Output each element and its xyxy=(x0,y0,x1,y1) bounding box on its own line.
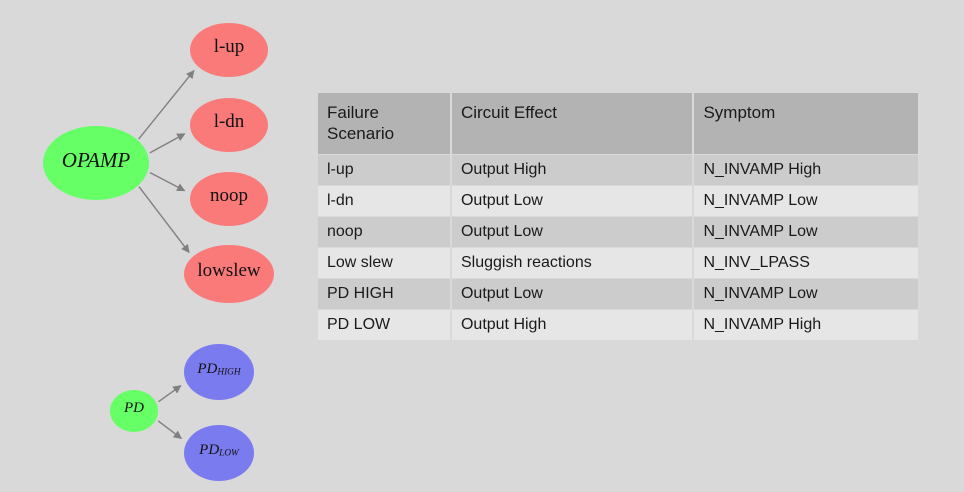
failure-effects-table xyxy=(316,92,920,341)
table-cell: Output High xyxy=(452,310,693,340)
table-row xyxy=(318,310,918,340)
table-row xyxy=(318,279,918,309)
table-cell: N_INVAMP Low xyxy=(694,186,918,216)
graph-edge xyxy=(159,386,181,402)
table-row xyxy=(318,248,918,278)
table-cell: N_INVAMP Low xyxy=(694,217,918,247)
table-header xyxy=(318,93,918,154)
table-cell: Low slew xyxy=(318,248,450,278)
table-cell: N_INVAMP Low xyxy=(694,279,918,309)
table-row xyxy=(318,155,918,185)
graph-node-pd_low[interactable] xyxy=(184,425,254,481)
graph-node-label-l-dn: l-dn xyxy=(213,111,245,133)
table-cell: l-up xyxy=(318,155,450,185)
table-body xyxy=(318,155,918,340)
graph-node-pd_high[interactable] xyxy=(184,344,254,400)
table-header-row xyxy=(318,93,918,154)
column-header-circuit-effect: Circuit Effect xyxy=(452,93,693,154)
graph-node-l-dn[interactable] xyxy=(190,98,268,152)
table-cell: noop xyxy=(318,217,450,247)
graph-edge xyxy=(139,71,194,139)
graph-edge xyxy=(158,421,181,439)
graph-node-label-lowslew: lowslew xyxy=(197,260,261,282)
table-row xyxy=(318,186,918,216)
graph-node-label-l-up: l-up xyxy=(213,36,245,58)
graph-node-label-opamp: OPAMP xyxy=(61,147,131,172)
failure-effects-table-wrapper xyxy=(316,92,920,341)
graph-node-label-pd_low: PDLOW xyxy=(199,442,239,459)
graph-node-pd[interactable] xyxy=(110,390,158,432)
table-cell: Sluggish reactions xyxy=(452,248,693,278)
graph-node-noop[interactable] xyxy=(190,172,268,226)
graph-node-label-pd: PD xyxy=(124,400,144,417)
graph-canvas xyxy=(0,0,310,492)
graph-node-l-up[interactable] xyxy=(190,23,268,77)
column-header-failure-scenario: Failure Scenario xyxy=(318,93,450,154)
graph-edges xyxy=(139,71,194,439)
graph-edge xyxy=(139,187,189,253)
table-cell: Output High xyxy=(452,155,693,185)
graph-node-label-pd_high: PDHIGH xyxy=(197,361,241,378)
graph-nodes xyxy=(43,23,274,481)
table-cell: N_INVAMP High xyxy=(694,155,918,185)
graph-node-lowslew[interactable] xyxy=(184,245,274,303)
table-cell: l-dn xyxy=(318,186,450,216)
table-cell: N_INVAMP High xyxy=(694,310,918,340)
failure-mode-graph xyxy=(0,0,310,492)
table-cell: Output Low xyxy=(452,217,693,247)
column-header-symptom: Symptom xyxy=(694,93,918,154)
table-cell: N_INV_LPASS xyxy=(694,248,918,278)
table-cell: PD LOW xyxy=(318,310,450,340)
graph-edge xyxy=(150,134,185,153)
graph-node-label-noop: noop xyxy=(210,185,248,207)
graph-edge xyxy=(150,173,185,191)
table-cell: PD HIGH xyxy=(318,279,450,309)
table-cell: Output Low xyxy=(452,279,693,309)
table-row xyxy=(318,217,918,247)
graph-node-opamp[interactable] xyxy=(43,126,149,200)
table-cell: Output Low xyxy=(452,186,693,216)
